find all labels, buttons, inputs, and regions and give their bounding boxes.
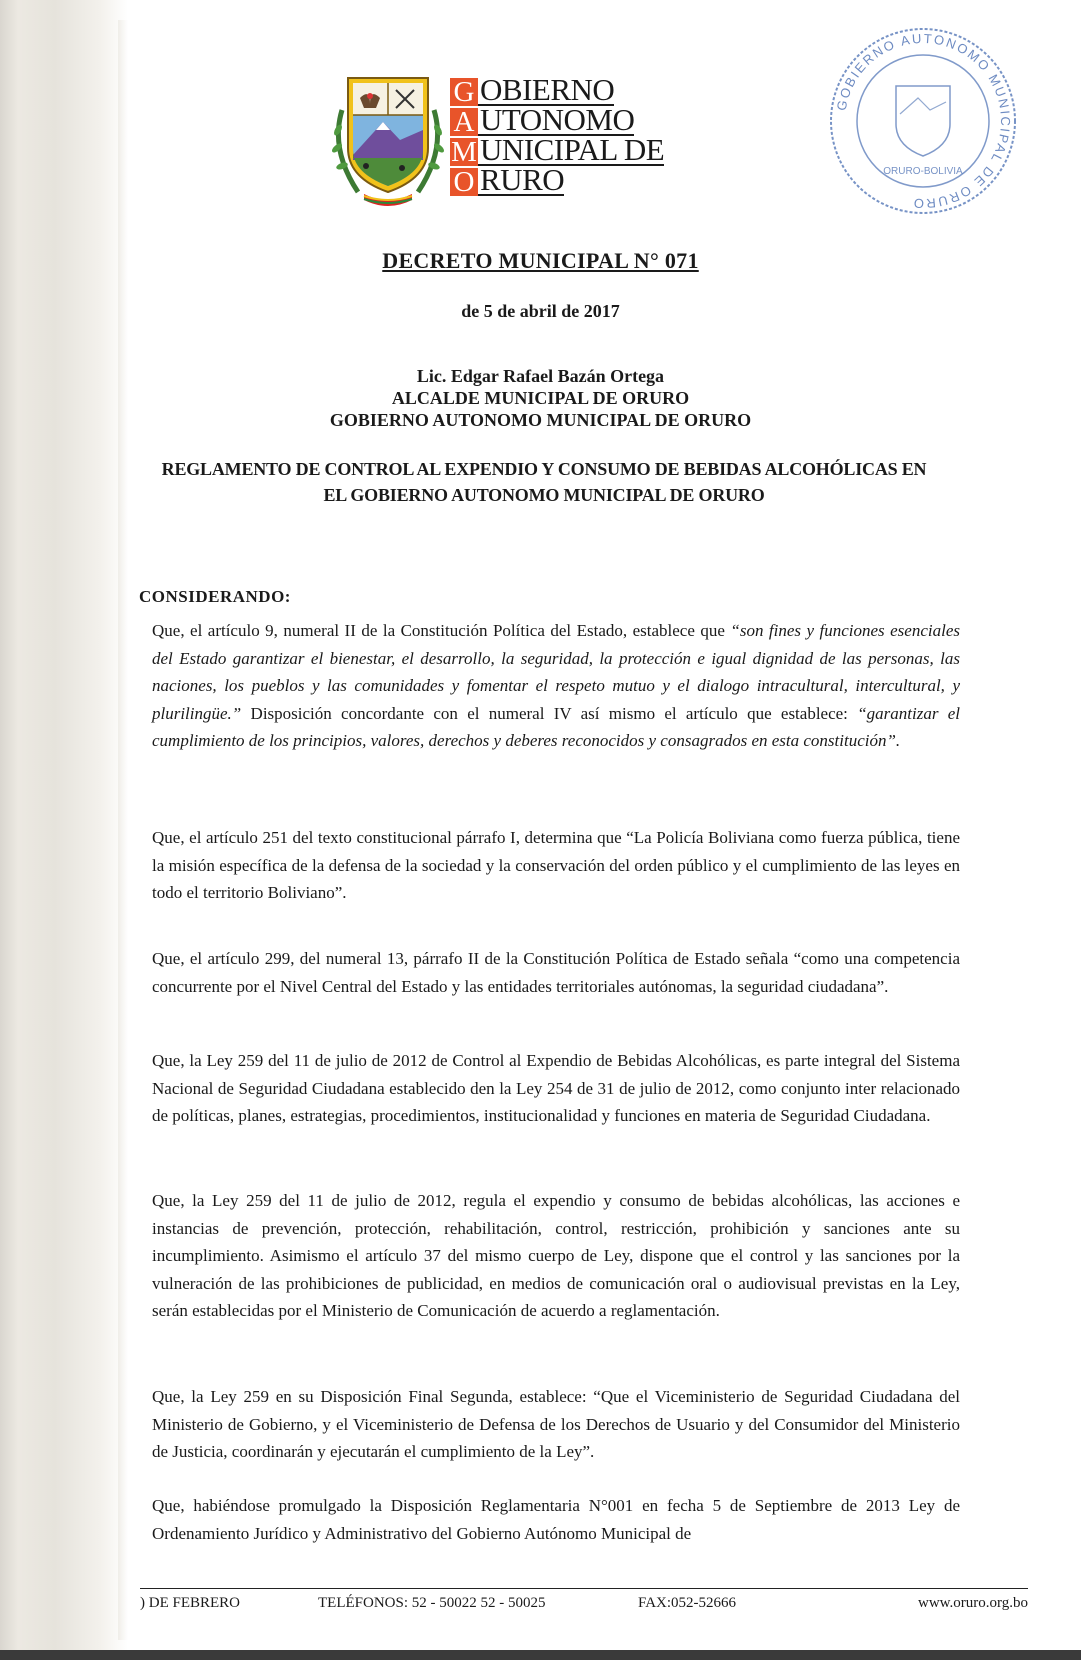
svg-text:ORURO-BOLIVIA: ORURO-BOLIVIA bbox=[883, 166, 963, 177]
footer-website[interactable]: www.oruro.org.bo bbox=[918, 1595, 1028, 1611]
official-stamp-icon bbox=[826, 24, 1020, 218]
footer-fax: FAX:052-52666 bbox=[638, 1595, 737, 1611]
signer-name: Lic. Edgar Rafael Bazán Ortega bbox=[416, 366, 665, 386]
paragraph: Que, habiéndose promulgado la Disposición Reglamentaria N°001 en fecha 5 de Septiembre de 2013 Ley de Ordenamiento Jurídico y Administrativo del Gobierno Autónomo Municipal de bbox=[152, 1496, 960, 1543]
paragraph: Que, la Ley 259 del 11 de julio de 2012, regula el expendio y consumo de bebidas alcohólicas, las acciones e instancias de prevención, protección, rehabilitación, control, restricción, prohibición y sanciones ante su incumplimiento. Asimismo el artículo 37 del mismo cuerpo de Ley, dispone que el control y las sanciones por la vulneración de las prohibiciones de publicidad, en medios de comunicación oral o audiovisual previstas en la Ley, serán establecidas por el Ministerio de Comunicación de acuerdo a reglamentación. bbox=[152, 1191, 960, 1321]
signer-block bbox=[0, 365, 1081, 431]
coat-of-arms-icon bbox=[328, 70, 448, 210]
logo-word: RURO bbox=[480, 162, 565, 197]
logo-initial: G bbox=[450, 78, 478, 106]
logo-word: OBIERNO bbox=[480, 72, 615, 107]
subject-line: EL GOBIERNO AUTONOMO MUNICIPAL DE ORURO bbox=[323, 485, 765, 505]
footer-address: ) DE FEBRERO bbox=[140, 1595, 241, 1611]
paragraph bbox=[152, 617, 960, 755]
footer-divider bbox=[140, 1588, 1028, 1589]
paragraph-text: Disposición concordante con el numeral IV así mismo el artículo que establece: bbox=[241, 703, 858, 723]
decree-subject bbox=[140, 456, 948, 508]
logo-initial: M bbox=[451, 136, 477, 168]
letterhead bbox=[328, 70, 728, 210]
signer-position: ALCALDE MUNICIPAL DE ORURO bbox=[391, 388, 690, 408]
paragraph: Que, la Ley 259 en su Disposición Final Segunda, establece: “Que el Viceministerio de Seguridad Ciudadana del Ministerio de Gobierno, y el Viceministerio de Defensa de los Derechos de Usuario y del Consumidor del Ministerio de Justicia, coordinarán y ejecutarán el cumplimiento de la Ley”. bbox=[152, 1387, 960, 1462]
paragraph: Que, el artículo 299, del numeral 13, párrafo II de la Constitución Política de Estado señala “como una competencia concurrente por el Nivel Central del Estado y las entidades territoriales autónomas, la seguridad ciudadana”. bbox=[152, 949, 960, 996]
signer-institution: GOBIERNO AUTONOMO MUNICIPAL DE ORURO bbox=[329, 410, 752, 430]
subject-line: REGLAMENTO DE CONTROL AL EXPENDIO Y CONSUMO DE BEBIDAS ALCOHÓLICAS EN bbox=[161, 459, 927, 479]
paragraph-text: Que, el artículo 9, numeral II de la Constitución Política del Estado, establece que bbox=[152, 621, 731, 640]
logo-word: UNICIPAL DE bbox=[480, 132, 665, 167]
logo-initial: A bbox=[450, 108, 478, 136]
svg-text:GOBIERNO AUTONOMO MUNICIPAL DE: GOBIERNO AUTONOMO MUNICIPAL DE ORURO bbox=[833, 30, 1014, 212]
decree-date: de 5 de abril de 2017 bbox=[461, 301, 620, 321]
scan-border bbox=[0, 1650, 1081, 1660]
paragraph: Que, el artículo 251 del texto constitucional párrafo I, determina que “La Policía Boliviana como fuerza pública, tiene la misión específica de la defensa de la sociedad y la conservación del orden público y el cumplimiento de las leyes en todo el territorio Boliviano”. bbox=[152, 828, 960, 903]
logo-wordmark bbox=[450, 72, 665, 198]
decree-title: DECRETO MUNICIPAL N° 071 bbox=[382, 248, 699, 273]
logo-word: UTONOMO bbox=[480, 102, 635, 137]
logo-line bbox=[450, 162, 664, 198]
paragraph: Que, la Ley 259 del 11 de julio de 2012 de Control al Expendio de Bebidas Alcohólicas, es parte integral del Sistema Nacional de Seguridad Ciudadana establecido den la Ley 254 de 31 de julio de 2012, como conjunto inter relacionado de políticas, planes, estrategias, procedimientos, institucionalidad y funciones en materia de Seguridad Ciudadana. bbox=[152, 1051, 960, 1126]
quote-text: “garantizar el cumplimiento de los principios, valores, derechos y deberes reconocidos y consagrados en esta constitución”. bbox=[152, 703, 960, 751]
footer bbox=[140, 1595, 1028, 1617]
quote-text: “son fines y funciones esenciales del Estado garantizar el bienestar, el desarrollo, la seguridad, la protección e igual dignidad de las personas, las naciones, los pueblos y las comunidades y fomentar el respeto mutuo y el dialogo intracultural, intercultural, y plurilingüe.” bbox=[152, 621, 960, 723]
section-heading: CONSIDERANDO: bbox=[139, 587, 291, 606]
footer-phones: TELÉFONOS: 52 - 50022 52 - 50025 bbox=[318, 1595, 546, 1611]
logo-initial: O bbox=[450, 168, 478, 196]
